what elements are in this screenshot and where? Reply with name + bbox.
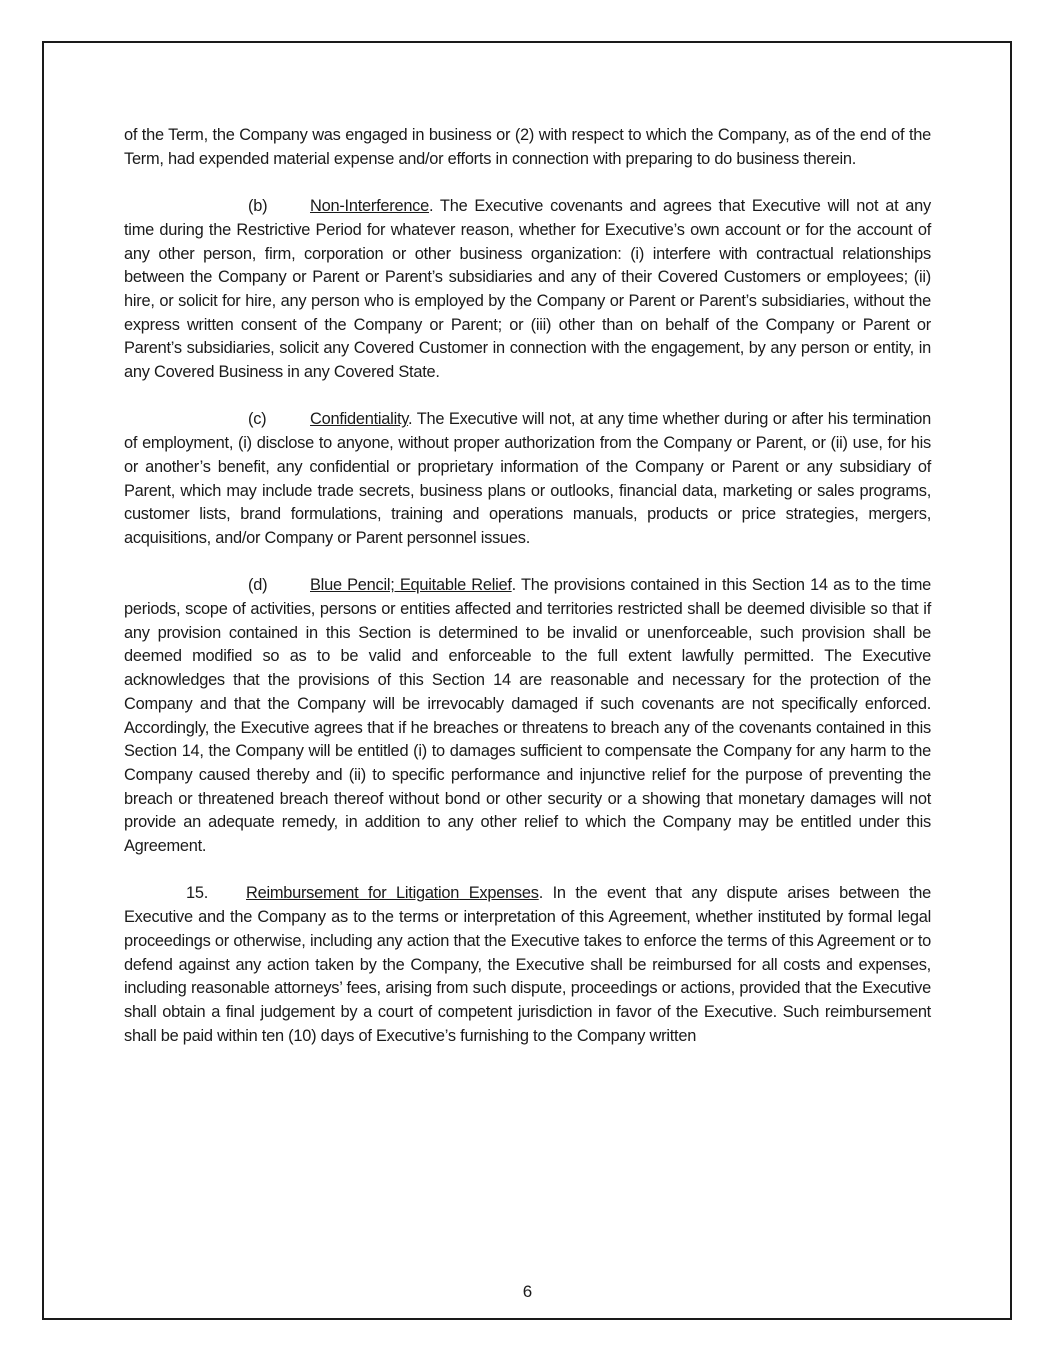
document-body xyxy=(124,124,931,1048)
paragraph-text: . The Executive will not, at any time whether during or after his termination of employment, (i) disclose to anyone, without proper authorization from the Company or Parent, or (ii) use, for his or another’s benefit, any confidential or proprietary information of the Company or Parent or any subsidiary of Parent, which may include trade secrets, business plans or outlooks, financial data, marketing or sales programs, customer lists, brand formulations, training and operations manuals, products or price strategies, mergers, acquisitions, and/or Company or Parent personnel issues. xyxy=(124,410,931,547)
paragraph-section-15 xyxy=(124,882,931,1048)
paragraph-text: . The Executive covenants and agrees that Executive will not at any time during the Restrictive Period for whatever reason, whether for Executive’s own account or for the account of any other person, firm, corporation or other business organization: (i) interfere with contractual relationships between the Company or Parent or Parent’s subsidiaries and any of their Covered Customers or employees; (ii) hire, or solicit for hire, any person who is employed by the Company or Parent or Parent’s subsidiaries, without the express written consent of the Company or Parent; or (iii) other than on behalf of the Company or Parent or Parent’s subsidiaries, solicit any Covered Customer in connection with the engagement, by any person or entity, in any Covered Business in any Covered State. xyxy=(124,197,931,382)
paragraph-non-interference xyxy=(124,195,931,385)
subsection-heading: Confidentiality xyxy=(310,410,408,429)
subsection-label: (b) xyxy=(248,197,268,216)
section-heading: Reimbursement for Litigation Expenses xyxy=(246,884,539,903)
subsection-heading: Non-Interference xyxy=(310,197,429,216)
paragraph-text: . In the event that any dispute arises between the Executive and the Company as to the terms or interpretation of this Agreement, whether instituted by formal legal proceedings or otherwise, including any action that the Executive takes to enforce the terms of this Agreement or to defend against any action taken by the Company, the Executive shall be reimbursed for all costs and expenses, including reasonable attorneys’ fees, arising from such dispute, proceedings or actions, provided that the Executive shall obtain a final judgement by a court of competent jurisdiction in favor of the Executive. Such reimbursement shall be paid within ten (10) days of Executive’s furnishing to the Company written xyxy=(124,884,932,1045)
paragraph-confidentiality xyxy=(124,408,931,550)
paragraph-text: . The provisions contained in this Section 14 as to the time periods, scope of activities, persons or entities affected and territories restricted shall be deemed divisible so that if any provision contained in this Section is determined to be invalid or unenforceable, such provision shall be deemed modified so as to be valid and enforceable to the full extent lawfully permitted. The Executive acknowledges that the provisions of this Section 14 are reasonable and necessary for the protection of the Company and that the Company will be irrevocably damaged if such covenants are not specifically enforced. Accordingly, the Executive agrees that if he breaches or threatens to breach any of the covenants contained in this Section 14, the Company will be entitled (i) to damages sufficient to compensate the Company for any harm to the Company caused thereby and (ii) to specific performance and injunctive relief for the purpose of preventing the breach or threatened breach thereof without bond or other security or a showing that monetary damages will not provide an adequate remedy, in addition to any other relief to which the Company may be entitled under this Agreement. xyxy=(124,576,931,856)
paragraph-continuation xyxy=(124,124,931,171)
section-number: 15. xyxy=(186,884,209,903)
paragraph-text: of the Term, the Company was engaged in business or (2) with respect to which the Company, as of the end of the Term, had expended material expense and/or efforts in connection with preparing to do business therein. xyxy=(124,126,931,168)
subsection-heading: Blue Pencil; Equitable Relief xyxy=(310,576,512,595)
paragraph-blue-pencil xyxy=(124,574,931,858)
subsection-label: (d) xyxy=(248,576,268,595)
page-number: 6 xyxy=(522,1282,533,1301)
subsection-label: (c) xyxy=(248,410,267,429)
